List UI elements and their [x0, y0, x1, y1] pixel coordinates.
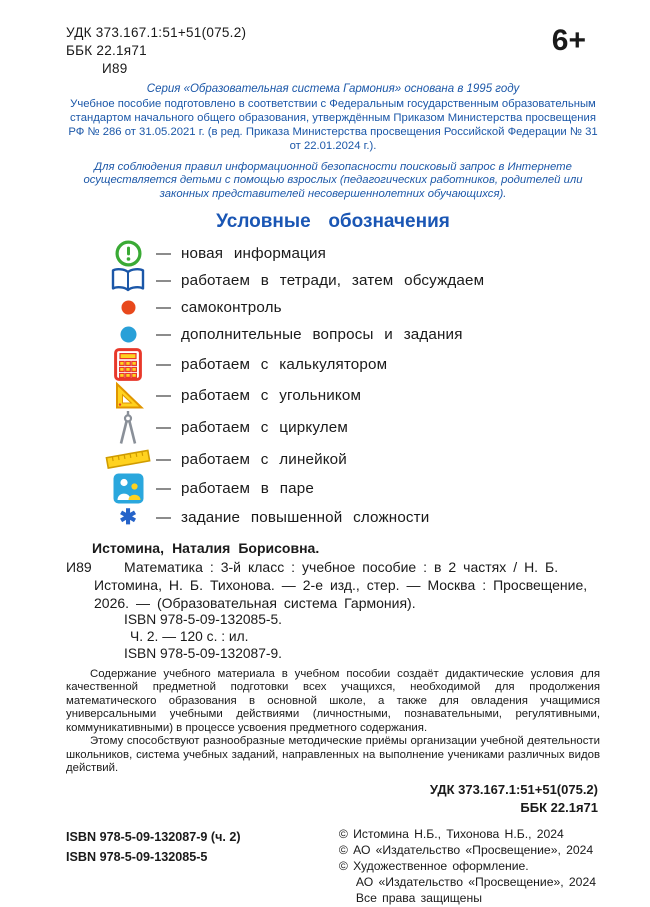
annotation-paragraph-2: Этому способствуют разнообразные методические приёмы организации учебной деятельности школьников, система учебных заданий, направленных на выполнение учениками различных видов действий.: [66, 735, 600, 775]
new-info-icon: [104, 240, 152, 267]
legend-item-label: новая информация: [181, 244, 326, 262]
asterisk-glyph: ✱: [119, 505, 137, 529]
legend-item-label: работаем с линейкой: [181, 450, 347, 468]
legend-item-label: работаем в паре: [181, 479, 314, 497]
top-row: [66, 24, 600, 77]
catalog-code: И89: [102, 60, 128, 76]
notebook-icon: [104, 267, 152, 293]
legend-list: [104, 240, 600, 531]
catalog-entry-code: И89: [66, 558, 92, 575]
catalog-codes: [66, 24, 246, 77]
legend-item: [104, 267, 600, 294]
footer-isbn-1: ISBN 978-5-09-132087-9 (ч. 2): [66, 830, 241, 845]
annotation: [66, 668, 600, 776]
legend-item: [104, 381, 600, 410]
extra-questions-icon: [104, 326, 152, 343]
isbn-set-line: ISBN 978-5-09-132085-5.: [124, 612, 282, 628]
udk-code: УДК 373.167.1:51+51(075.2): [66, 25, 247, 40]
age-rating-badge: 6+: [551, 24, 586, 57]
set-square-icon: [104, 381, 152, 410]
copyright-line-2: © АО «Издательство «Просвещение», 2024: [338, 843, 594, 858]
legend-title: Условные обозначения: [216, 210, 450, 232]
legend-dash: —: [156, 508, 171, 526]
legend-item: [104, 348, 600, 381]
legend-item-label: самоконтроль: [181, 298, 282, 316]
legend-item-label: работаем с циркулем: [181, 419, 348, 437]
safety-note: Для соблюдения правил информационной безопасности поисковый запрос в Интернете осуществляется детьми с помощью взрослых (педагогических работников, родителей или законных представителей несовершеннолетних обучающихся).: [83, 160, 583, 201]
series-note: Серия «Образовательная система Гармония» основана в 1995 году: [146, 83, 520, 96]
legend-dash: —: [156, 298, 171, 316]
legend-item: [104, 504, 600, 531]
legend-item: [104, 294, 600, 321]
author-heading: Истомина, Наталия Борисовна.: [92, 539, 320, 556]
legend-item-label: задание повышенной сложности: [181, 508, 430, 526]
copyright-line-1: © Истомина Н.Б., Тихонова Н.Б., 2024: [338, 827, 564, 842]
classification-block: [66, 781, 600, 819]
legend-item-label: работаем с калькулятором: [181, 355, 388, 373]
legend-item: [104, 473, 600, 504]
classification-bbk: ББК 22.1я71: [520, 800, 598, 816]
copyright-line-3: © Художественное оформление.: [338, 858, 529, 873]
part-info-line: Ч. 2. — 120 с. : ил.: [130, 629, 249, 645]
legend-dash: —: [156, 355, 171, 373]
ruler-icon: [104, 448, 152, 470]
self-check-icon: [104, 300, 152, 315]
isbn-part-line: ISBN 978-5-09-132087-9.: [124, 646, 282, 662]
legend-item: [104, 446, 600, 473]
standard-note: Учебное пособие подготовлено в соответствии с Федеральным государственным образовательным стандартом начального общего образования, утверждённым Приказом Министерства просвещения РФ № 286 от 31.05.2021 г. (в ред. Приказа Министерства просвещения Российской Федерации № 31 от 22.01.2024 г.).: [68, 98, 598, 152]
pair-work-icon: [104, 473, 152, 504]
legend-dash: —: [156, 479, 171, 497]
legend-item: [104, 321, 600, 348]
legend-dash: —: [156, 244, 171, 262]
footer-isbn-2: ISBN 978-5-09-132085-5: [66, 850, 208, 865]
legend-dash: —: [156, 386, 171, 404]
legend-item-label: работаем в тетради, затем обсуждаем: [181, 271, 485, 289]
legend-dash: —: [156, 271, 171, 289]
legend-item: [104, 410, 600, 446]
footer: [66, 827, 600, 906]
copyright-line-5: Все права защищены: [355, 890, 482, 905]
bbk-code: ББК 22.1я71: [66, 42, 147, 58]
advanced-task-icon: [104, 507, 152, 528]
legend-dash: —: [156, 450, 171, 468]
catalog-entry-text: Математика : 3-й класс : учебное пособие : в 2 частях / Н. Б. Истомина, Н. Б. Тихонова. — 2-е изд., стер. — Москва : Просвещение, 2026. — (Образовательная система Гармония).: [94, 558, 588, 612]
calculator-icon: [104, 348, 152, 381]
compass-icon: [104, 410, 152, 446]
annotation-paragraph-1: Содержание учебного материала в учебном пособии создаёт дидактические условия для качественной предметной подготовки всех учащихся, необходимой для продолжения математического образования в основной школе, а также для овладения учащимися универсальными учебными действиями (личностными, познавательными, регулятивными, коммуникативными) в процессе усвоения предметного содержания.: [66, 667, 600, 734]
catalog-entry: [66, 558, 600, 613]
legend-dash: —: [156, 325, 171, 343]
footer-copyright-block: [339, 827, 596, 906]
classification-udk: УДК 373.167.1:51+51(075.2): [429, 781, 598, 797]
legend-dash: —: [156, 419, 171, 437]
legend-item-label: работаем с угольником: [181, 386, 362, 404]
footer-isbn-block: [66, 827, 241, 906]
legend-item-label: дополнительные вопросы и задания: [181, 325, 463, 343]
legend-item: [104, 240, 600, 267]
copyright-line-4: АО «Издательство «Просвещение», 2024: [355, 874, 596, 889]
